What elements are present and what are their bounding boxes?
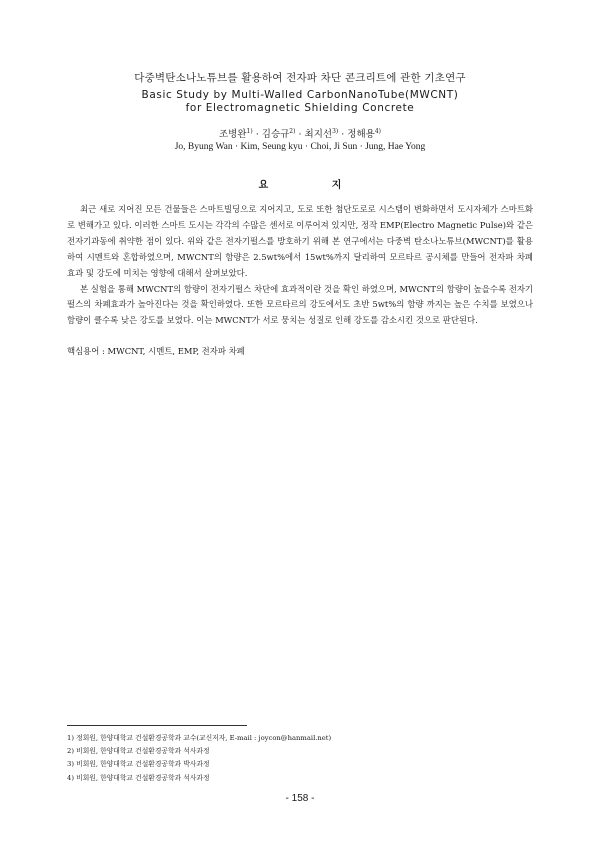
authors-korean	[0, 126, 600, 140]
author-name: 최지선	[304, 129, 333, 140]
abstract-body	[67, 202, 533, 329]
footnote-divider	[67, 725, 247, 726]
author-name: 정해용	[347, 129, 375, 140]
keywords-label: 핵심용어 :	[67, 346, 108, 356]
footnotes	[67, 732, 533, 785]
authors-english: Jo, Byung Wan · Kim, Seung kyu · Choi, Ji Sun · Jung, Hae Yong	[174, 142, 426, 152]
footnote: 4) 비회원, 한양대학교 건설환경공학과 석사과정	[67, 773, 210, 782]
abstract-paragraph: 본 실험을 통해 MWCNT의 함량이 전자기펄스 차단에 효과적이란 것을 확인 하였으며, MWCNT의 함량이 높을수록 전자기펄스의 차폐효과가 높아진다는 것을 확인하였다. 또한 모르타르의 강도에서도 초반 5wt%의 함량 까지는 높은 수치를 보였으나 함량이 클수록 낮은 강도를 보였다. 이는 MWCNT가 서로 뭉치는 성질로 인해 강도를 감소시킨 것으로 판단된다.	[67, 283, 533, 326]
abstract-paragraph: 최근 새로 지어진 모든 건물들은 스마트빌딩으로 지어지고, 도로 또한 첨단도로로 시스템이 변화하면서 도시자체가 스마트화로 변해가고 있다. 이러한 스마트 도시는 각각의 수많은 센서로 이루어져 있지만, 정작 EMP(Electro Magnetic Pulse)와 같은 전자기과동에 취약한 점이 있다. 위와 같은 전자기펄스를 방호하기 위해 본 연구에서는 다중벽 탄소나노튜브(MWCNT)를 활용하여 시멘트와 혼합하였으며, MWCNT의 함량은 2.5wt%에서 15wt%까지 달리하여 모르타르 공시체를 만들어 전자파 차폐 효과 및 강도에 미치는 영향에 대해서 살펴보았다.	[67, 204, 533, 278]
author-separator: ·	[295, 129, 305, 140]
author-name: 조병완	[219, 129, 247, 140]
footnote: 3) 비회원, 한양대학교 건설환경공학과 박사과정	[67, 760, 210, 769]
footnote: 2) 비회원, 한양대학교 건설환경공학과 석사과정	[67, 747, 210, 756]
title-english	[0, 89, 600, 115]
footnote: 1) 정회원, 한양대학교 건설환경공학과 교수(교신저자, E-mail : joycon@hanmail.net)	[67, 734, 332, 742]
page-number: - 158 -	[285, 793, 315, 804]
title-block	[0, 70, 600, 115]
title-korean: 다중벽탄소나노튜브를 활용하여 전자파 차단 콘크리트에 관한 기초연구	[134, 72, 466, 84]
author-footnote-mark: 3)	[332, 127, 339, 135]
author-footnote-mark: 4)	[374, 127, 381, 135]
author-block	[0, 126, 600, 152]
author-footnote-mark: 2)	[289, 127, 296, 135]
author-name: 김승규	[261, 129, 290, 140]
keywords	[67, 345, 533, 357]
author-separator: ·	[338, 129, 348, 140]
author-separator: ·	[252, 129, 262, 140]
keywords-value: MWCNT, 시멘트, EMP, 전자파 차폐	[107, 346, 245, 356]
title-english-line-2: for Electromagnetic Shielding Concrete	[185, 102, 415, 114]
title-english-line-1: Basic Study by Multi-Walled CarbonNanoTube(MWCNT)	[141, 89, 459, 101]
abstract-heading: 요 지	[258, 180, 372, 191]
author-footnote-mark: 1)	[246, 127, 253, 135]
